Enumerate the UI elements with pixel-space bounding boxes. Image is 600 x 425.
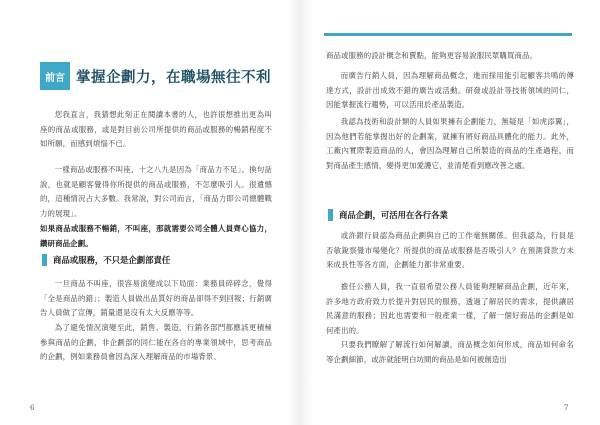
section2-paragraph-2: 擔任公務人員，我一直很希望公務人員能夠理解商品企劃，近年來，許多地方政府致力於提升對居民的服務，透過了解居民的需求，提供讓居民滿意的服務；因此也需要和一般產業一樣，了解一個好商品的企劃是如何產出的。 xyxy=(326,282,574,335)
right-paragraph-2: 我認為技術和設計類的人員如果擁有企劃能力，無疑是「如虎添翼」，因為他們若能掌握出好的企劃案，就擁有將好商品具體化的能力。此外，工廠內實際製造商品的人，會因為理解自己所製造的商品的生產過程，而對商品產生感情，變得更加愛護它，並清楚看到應改善之處。 xyxy=(326,117,574,170)
section-marker xyxy=(328,209,333,221)
right-paragraph-1: 而廣告行銷人員，因為理解商品概念，進而採用能引起顧客共鳴的傳達方式，設計出成效不錯的廣告或活動。研發或設計等技術領域的同仁，因能掌握流行趨勢，可以活用於產品製造。 xyxy=(326,71,574,110)
section-heading-text: 商品企劃，可活用在各行各業 xyxy=(339,210,448,220)
section-heading-text: 商品或服務，不只是企劃部責任 xyxy=(53,255,171,265)
intro-bold-sentence xyxy=(40,222,272,251)
page-title: 掌握企劃力，在職場無往不利 xyxy=(76,69,271,86)
section2-paragraph-1: 或許銀行員認為商品企劃與自己的工作毫無關係。但我認為，行員是否敏銳察覺市場變化？所提供的商品或服務是否吸引人？在預測貸款方未來成長性等各方面，企劃能力都非常重要。 xyxy=(326,231,574,270)
section1-paragraph-2: 為了避免情況演變至此，銷售、製造、行銷各部門都應該更積極參與商品的企劃，非企劃部的同仁能在各自的專業領域中，思考商品的企劃，例如業務員會因為深入理解商品的市場背景、 xyxy=(40,323,272,362)
page-number-right: 7 xyxy=(564,404,569,412)
section-heading-2 xyxy=(328,209,448,221)
section-heading-1 xyxy=(42,254,170,266)
continued-paragraph: 商品或服務的設計概念和賣點，能夠更容易說服民眾購買商品。 xyxy=(326,51,538,60)
section1-paragraph-1: 一旦商品不叫座，很容易演變成以下局面：業務員碎碎念，覺得「全是商品的錯」；製造人員做出品質好的商品卻得不到回報；行銷廣告人員做了宣傳，銷量還是沒有太大反應等等。 xyxy=(40,279,272,318)
title-badge: 前言 xyxy=(40,62,70,90)
bold-text: 如果商品或服務不暢銷，不叫座，那就需要公司全體人員齊心協力，鑽研商品企劃。 xyxy=(40,224,272,248)
page-number-left: 6 xyxy=(30,404,35,412)
chapter-title xyxy=(40,62,272,90)
section2-paragraph-3: 只要我們瞭解了解流行如何解讀，商品概念如何形成，商品如何命名等企劃細節，或許就能明白坊間的商品是如何被創造出 xyxy=(326,340,574,364)
intro-paragraph-2: 一樣商品或服務不叫座，十之八九是因為「商品力不足」。換句話說，也就是顧客覺得你所提供的商品或服務，不怎麼吸引人。很遺憾的，這種情況占大多數。我常說，對公司而言，「商品力即公司總體戰力的展現」。 xyxy=(40,165,272,218)
right-page xyxy=(300,0,600,425)
section-marker xyxy=(42,254,47,266)
intro-paragraph-1: 您我直言，我猜想此刻正在閱讀本書的人，也許很想推出更為叫座的商品或服務，或是對目前公司所提供的商品或服務的暢銷程度不如所願，而感到煩惱不已。 xyxy=(40,110,272,149)
